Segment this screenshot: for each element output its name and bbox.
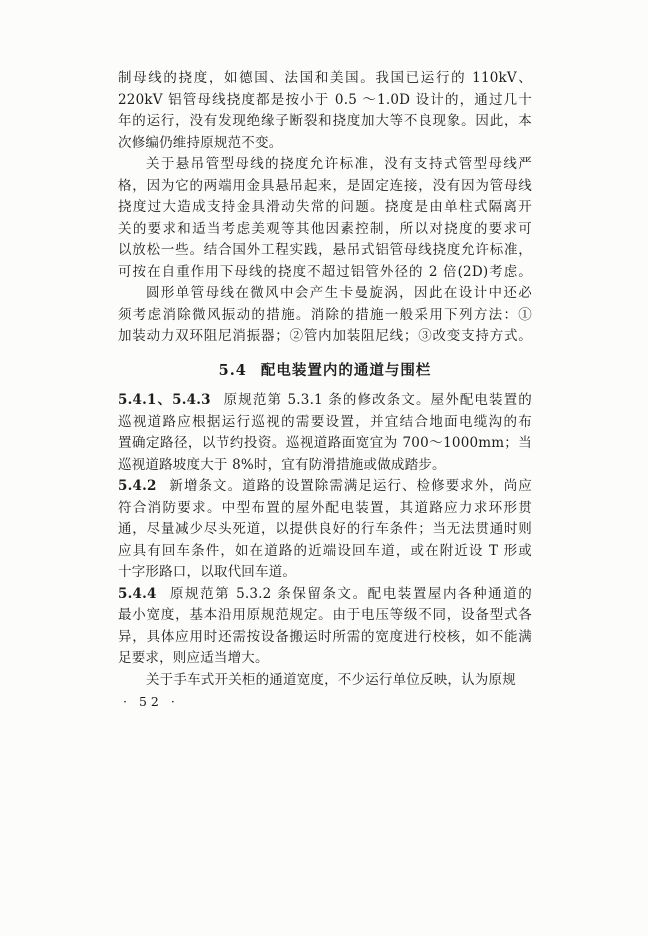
- body-text-line: 以放松一些。结合国外工程实践，悬吊式铝管母线挠度允许标准，: [118, 242, 532, 258]
- body-text-line: 220kV 铝管母线挠度都是按小于 0.5 ～1.0D 设计的，通过几十: [118, 91, 532, 108]
- body-text-line: 加装动力双环阻尼消振器；②管内加装阻尼线；③改变支持方式。: [118, 328, 532, 344]
- body-text-line: 置确定路径，以节约投资。巡视道路面宽宜为 700～1000mm；当: [118, 435, 532, 451]
- body-text-line: 须考虑消除微风振动的措施。消除的措施一般采用下列方法：①: [118, 306, 532, 323]
- body-text-line: 巡视道路坡度大于 8%时，宜有防滑措施或做成踏步。: [118, 456, 446, 473]
- body-text-line: 最小宽度，基本沿用原规范规定。由于电压等级不同，设备型式各: [118, 607, 532, 623]
- body-text-line: 通，尽量减少尽头死道，以提供良好的行车条件；当无法贯通时则: [118, 521, 532, 537]
- body-text-line: 制母线的挠度，如德国、法国和美国。我国已运行的 110kV、: [118, 70, 532, 86]
- body-text-line: 巡视道路应根据运行巡视的需要设置，并宜结合地面电缆沟的布: [118, 413, 532, 430]
- body-text-line: 异，具体应用时还需按设备搬运时所需的宽度进行校核，如不能满: [118, 628, 532, 645]
- clause-number: 5.4.1、5.4.3: [118, 392, 211, 408]
- clause-text: 新增条文。道路的设置除需满足运行、检修要求外，尚应: [168, 478, 532, 494]
- body-text-line: 十字形路口，以取代回车道。: [118, 564, 297, 580]
- body-text-line: 关于悬吊管型母线的挠度允许标准，没有支持式管型母线严: [146, 156, 532, 172]
- body-text-line: 圆形单管母线在微风中会产生卡曼旋涡，因此在设计中还必: [146, 285, 532, 301]
- section-heading-number: 5.4: [218, 361, 247, 379]
- body-text-line: 格，因为它的两端用金具悬吊起来，是固定连接，没有因为管母线: [118, 177, 532, 194]
- body-text-line: 足要求，则应适当增大。: [118, 650, 269, 666]
- clause-paragraph-line: [118, 584, 532, 606]
- clause-paragraph-line: [118, 390, 532, 412]
- clause-number: 5.4.2: [118, 478, 157, 494]
- clause-text: 原规范第 5.3.1 条的修改条文。屋外配电装置的: [222, 392, 532, 408]
- clause-text: 原规范第 5.3.2 条保留条文。配电装置屋内各种通道的: [168, 585, 532, 602]
- body-text-line: 次修编仍维持原规范不变。: [118, 134, 283, 151]
- body-text-line: 关于手车式开关柜的通道宽度，不少运行单位反映，认为原规: [146, 671, 516, 688]
- body-text-block: [118, 68, 532, 713]
- body-text-line: 挠度过大造成支持金具滑动失常的问题。挠度是由单柱式隔离开: [118, 199, 532, 215]
- clause-paragraph-line: [118, 476, 532, 498]
- body-text-line: 年的运行，没有发现绝缘子断裂和挠度加大等不良现象。因此，本: [118, 113, 532, 129]
- body-text-line: 关的要求和适当考虑美观等其他因素控制，所以对挠度的要求可: [118, 220, 532, 237]
- clause-number: 5.4.4: [118, 585, 157, 602]
- page-number: · 52 ·: [123, 694, 179, 709]
- section-heading-title: 配电装置内的通道与围栏: [260, 361, 432, 379]
- section-heading: [118, 360, 532, 382]
- body-text-line: 应具有回车条件，如在道路的近端设回车道，或在附近设 T 形或: [118, 542, 532, 559]
- body-text-line: 符合消防要求。中型布置的屋外配电装置，其道路应力求环形贯: [118, 499, 532, 516]
- body-text-line: 可按在自重作用下母线的挠度不超过铝管外径的 2 倍(2D)考虑。: [118, 263, 532, 280]
